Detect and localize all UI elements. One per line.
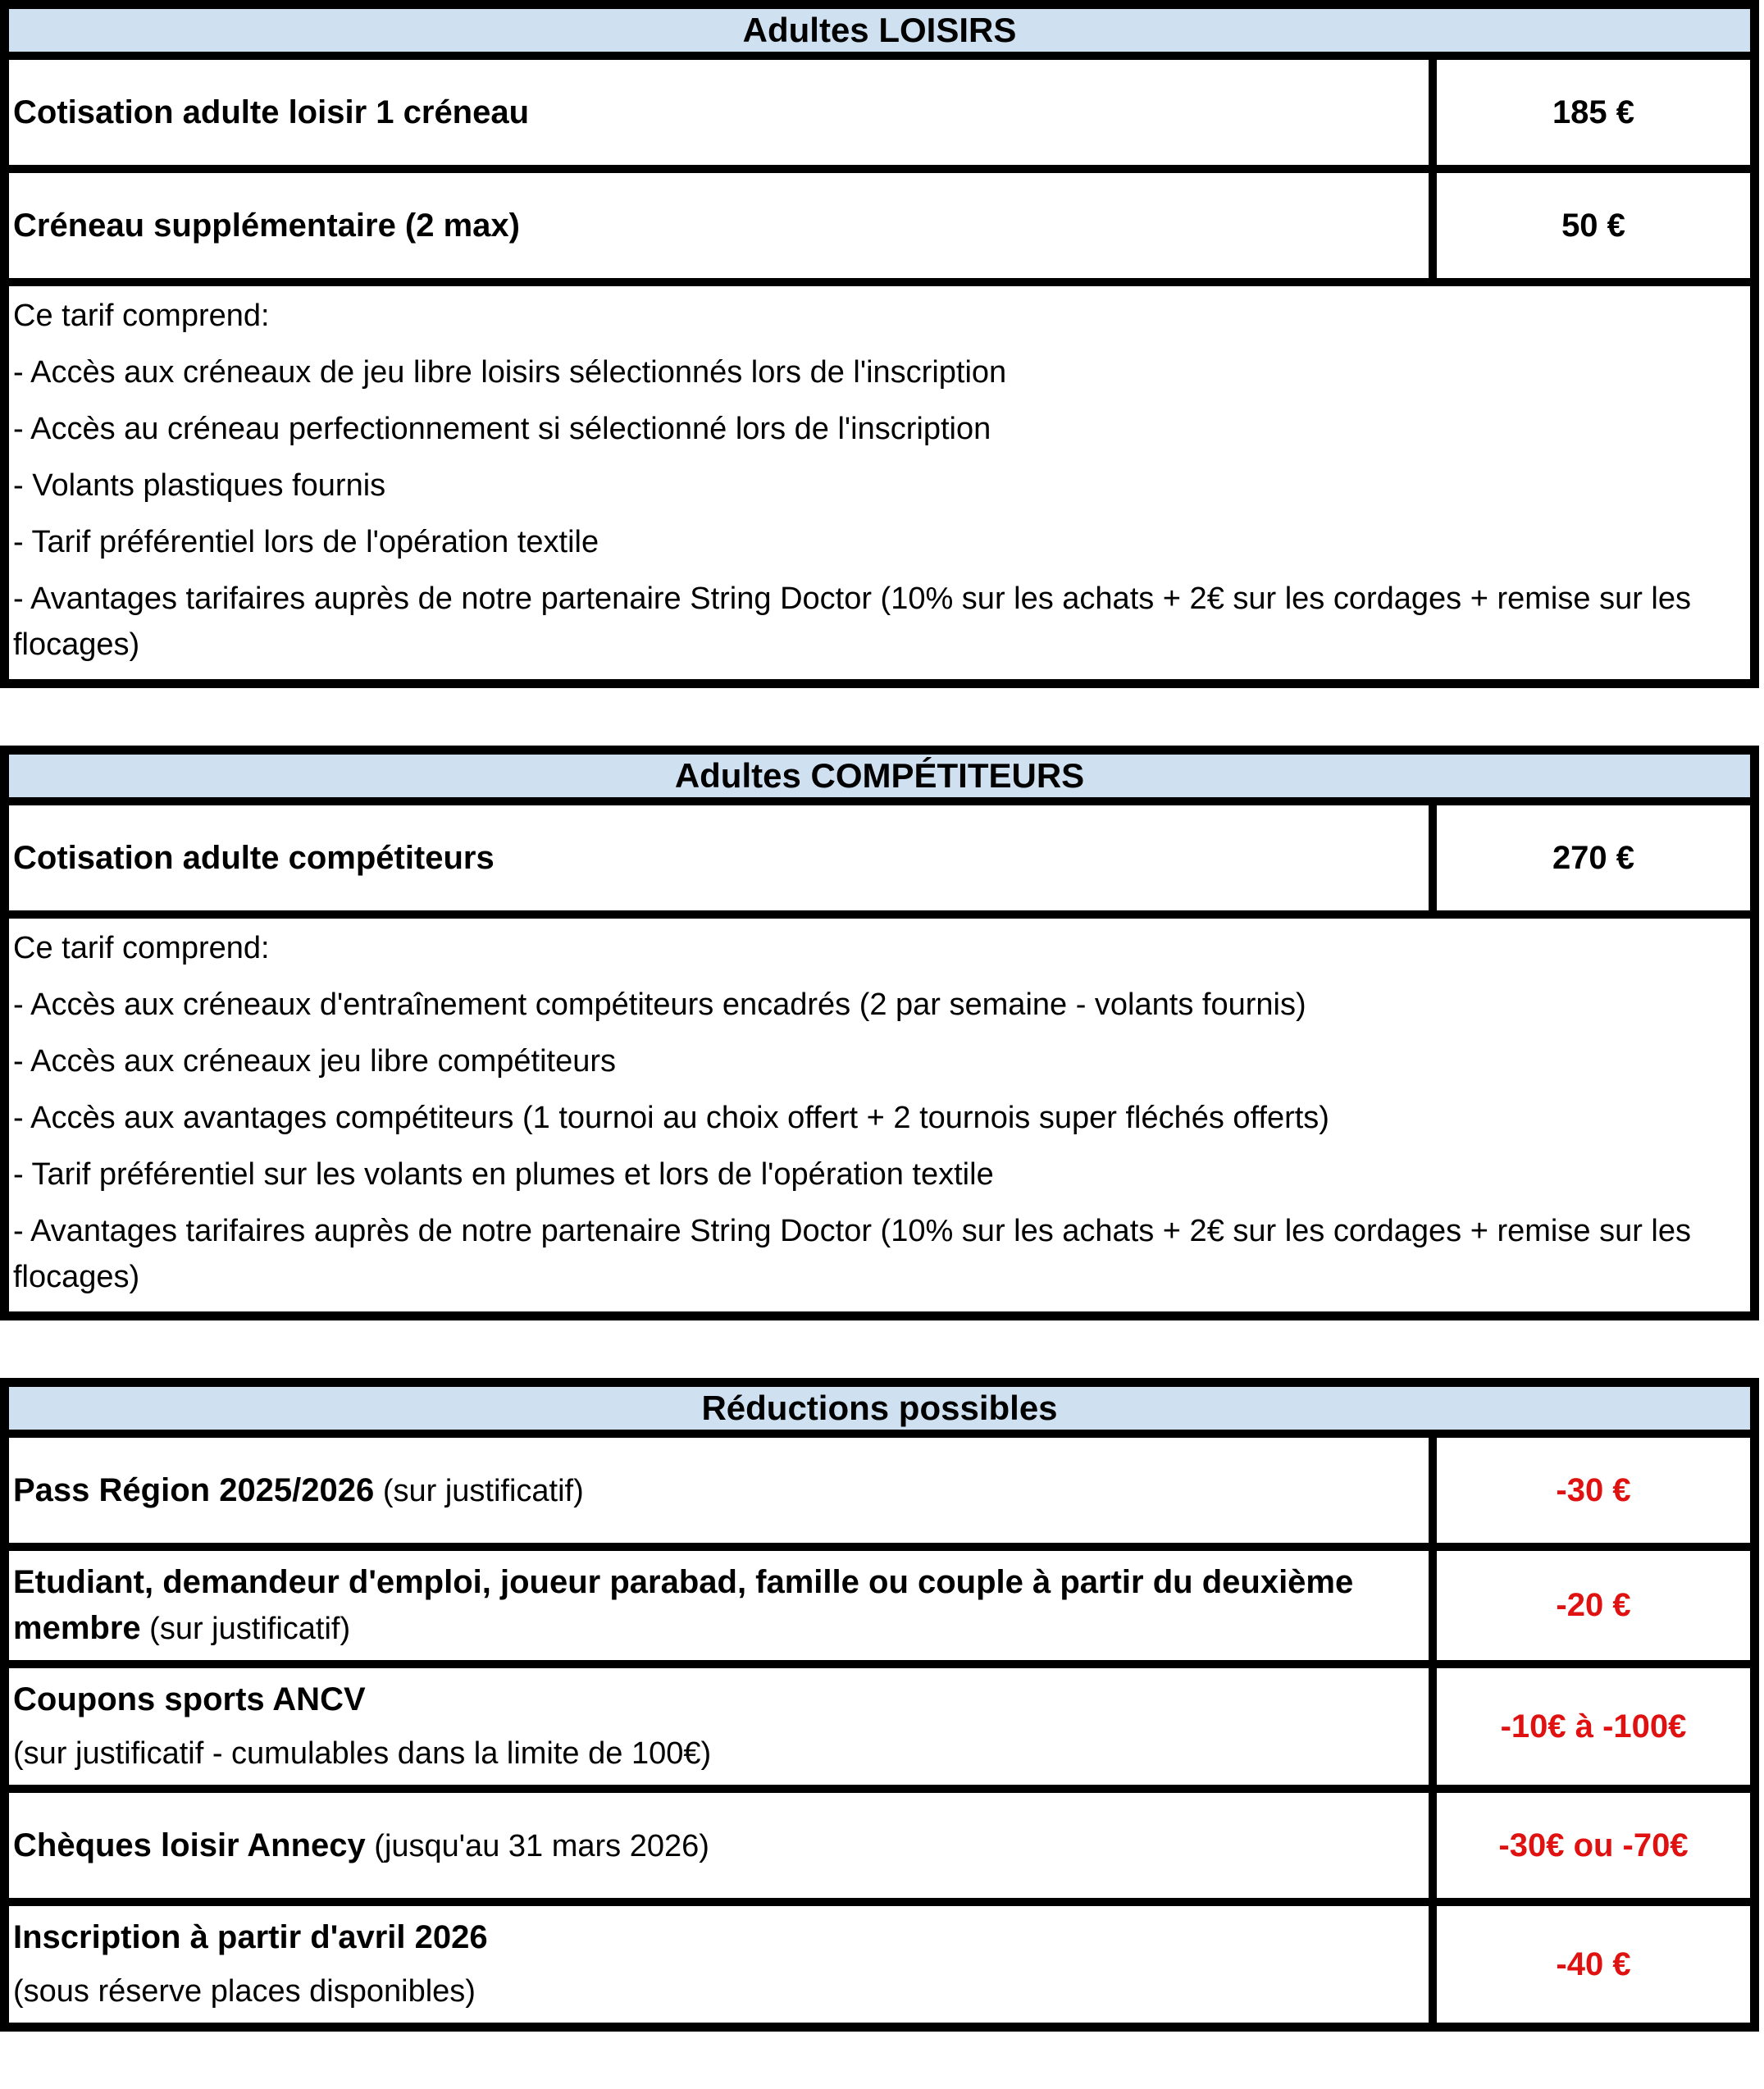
row-label-text: Inscription à partir d'avril 2026 — [13, 1919, 488, 1955]
table-row-description — [9, 286, 1750, 679]
row-label — [9, 1906, 1429, 2023]
table-title-adultes-loisirs: Adultes LOISIRS — [9, 9, 1750, 60]
row-label — [9, 60, 1429, 165]
description-line: - Tarif préférentiel lors de l'opération textile — [13, 525, 599, 559]
description-line: - Avantages tarifaires auprès de notre partenaire String Doctor (10% sur les achats + 2€ sur les cordages + remise sur les flocages) — [13, 582, 1691, 662]
table-row — [9, 805, 1750, 919]
row-price: 185 € — [1429, 60, 1750, 165]
table-adultes-competiteurs — [0, 746, 1759, 1320]
description-line: - Volants plastiques fournis — [13, 468, 386, 503]
row-label — [9, 1793, 1429, 1898]
row-price: -30 € — [1429, 1438, 1750, 1543]
description-cell — [9, 286, 1750, 679]
row-label-text: Créneau supplémentaire (2 max) — [13, 208, 520, 244]
description-line: - Accès aux créneaux jeu libre compétiteurs — [13, 1044, 617, 1079]
row-label — [9, 1668, 1429, 1785]
description-line: - Accès au créneau perfectionnement si sélectionné lors de l'inscription — [13, 412, 991, 446]
row-label-subtext: (sur justificatif - cumulables dans la limite de 100€) — [13, 1736, 712, 1771]
table-title-adultes-competiteurs: Adultes COMPÉTITEURS — [9, 755, 1750, 805]
table-row — [9, 1793, 1750, 1906]
table-row — [9, 1906, 1750, 2023]
row-label-text: Etudiant, demandeur d'emploi, joueur parabad, famille ou couple à partir du deuxième membre (sur justificatif) — [13, 1564, 1354, 1646]
row-label-text: Cotisation adulte loisir 1 créneau — [13, 94, 530, 130]
description-line: - Accès aux créneaux d'entraînement compétiteurs encadrés (2 par semaine - volants fournis) — [13, 987, 1306, 1022]
row-label-text: Pass Région 2025/2026 (sur justificatif) — [13, 1471, 584, 1508]
table-row — [9, 1668, 1750, 1793]
row-label — [9, 1438, 1429, 1543]
description-line: Ce tarif comprend: — [13, 299, 270, 333]
description-line: - Tarif préférentiel sur les volants en plumes et lors de l'opération textile — [13, 1157, 994, 1192]
row-price: 50 € — [1429, 173, 1750, 278]
description-line: - Accès aux avantages compétiteurs (1 tournoi au choix offert + 2 tournois super fléchés offerts) — [13, 1101, 1329, 1135]
row-price: 270 € — [1429, 805, 1750, 910]
row-label-text: Cotisation adulte compétiteurs — [13, 840, 495, 876]
description-line: - Accès aux créneaux de jeu libre loisirs sélectionnés lors de l'inscription — [13, 355, 1007, 390]
table-row-description — [9, 919, 1750, 1311]
table-row — [9, 1551, 1750, 1668]
row-label — [9, 1551, 1429, 1660]
row-price: -30€ ou -70€ — [1429, 1793, 1750, 1898]
row-price: -40 € — [1429, 1906, 1750, 2023]
description-line: - Avantages tarifaires auprès de notre partenaire String Doctor (10% sur les achats + 2€ sur les cordages + remise sur les flocages) — [13, 1214, 1691, 1294]
row-label-text: Coupons sports ANCV — [13, 1681, 366, 1717]
description-cell — [9, 919, 1750, 1311]
row-label-subtext: (sous réserve places disponibles) — [13, 1974, 476, 2009]
table-row — [9, 1438, 1750, 1551]
row-price: -20 € — [1429, 1551, 1750, 1660]
table-reductions-possibles — [0, 1378, 1759, 2032]
table-row — [9, 173, 1750, 286]
description-line: Ce tarif comprend: — [13, 931, 270, 965]
row-price: -10€ à -100€ — [1429, 1668, 1750, 1785]
row-label — [9, 173, 1429, 278]
table-title-reductions: Réductions possibles — [9, 1387, 1750, 1438]
row-label — [9, 805, 1429, 910]
table-adultes-loisirs — [0, 0, 1759, 688]
row-label-text: Chèques loisir Annecy (jusqu'au 31 mars 2026) — [13, 1827, 709, 1863]
table-row — [9, 60, 1750, 173]
